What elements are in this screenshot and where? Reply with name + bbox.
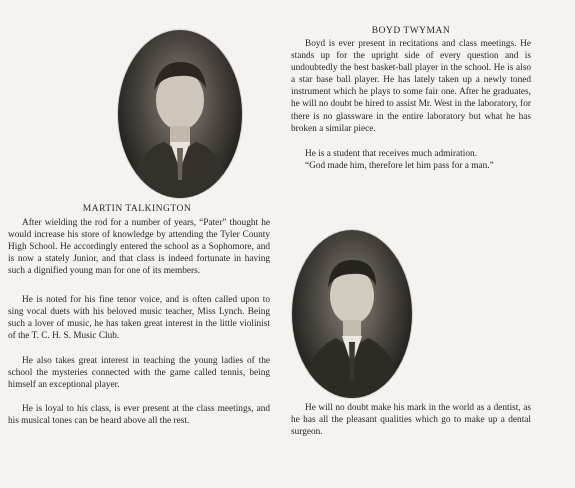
portrait-martin-talkington xyxy=(118,30,242,198)
paragraph-martin-1: After wielding the rod for a number of years, “Pater” thought he would increase his store of knowledge by attending the Tyler County High School. He accordingly entered the school as a Sophomore, and is now a stately Junior, and that class is indeed fortunate in having such a dignified young man for one of its members. xyxy=(8,218,270,277)
paragraph-boyd-1: Boyd is ever present in recitations and class meetings. He stands up for the upright side of every question and is undoubtedly the best basket-ball player in the school. He is also a star base ball player. He has lately taken up a newly toned instrument which he plays to some fair one. After he graduates, he will no doubt be hired to assist Mr. West in the laboratory, for there is no glassware in the entire laboratory but what he has broken a similar piece. xyxy=(291,39,531,134)
paragraph-boyd-quote: “God made him, therefore let him pass for a man.” xyxy=(305,161,494,171)
paragraph-martin-3: He also takes great interest in teaching the young ladies of the school the mysteries connected with the game called tennis, being himself an exceptional player. xyxy=(8,356,270,391)
caption-boyd: He will no doubt make his mark in the world as a dentist, as he has all the pleasant qualities which go to make up a dental surgeon. xyxy=(291,403,531,438)
paragraph-boyd-2: He is a student that receives much admiration. xyxy=(305,149,477,159)
portrait-figure-icon xyxy=(292,230,412,398)
paragraph-martin-4: He is loyal to his class, is ever present at the class meetings, and his musical tones can be heard above all the rest. xyxy=(8,404,270,427)
portrait-figure-icon xyxy=(118,30,242,198)
name-boyd-twyman: BOYD TWYMAN xyxy=(371,26,451,36)
paragraph-martin-2: He is noted for his fine tenor voice, and is often called upon to sing vocal duets with his beloved music teacher, Miss Lynch. Being such a lover of music, he has taken great interest in the little violinist of the T. C. H. S. Music Club. xyxy=(8,295,270,342)
name-martin-talkington: MARTIN TALKINGTON xyxy=(82,204,192,214)
portrait-boyd-twyman xyxy=(292,230,412,398)
